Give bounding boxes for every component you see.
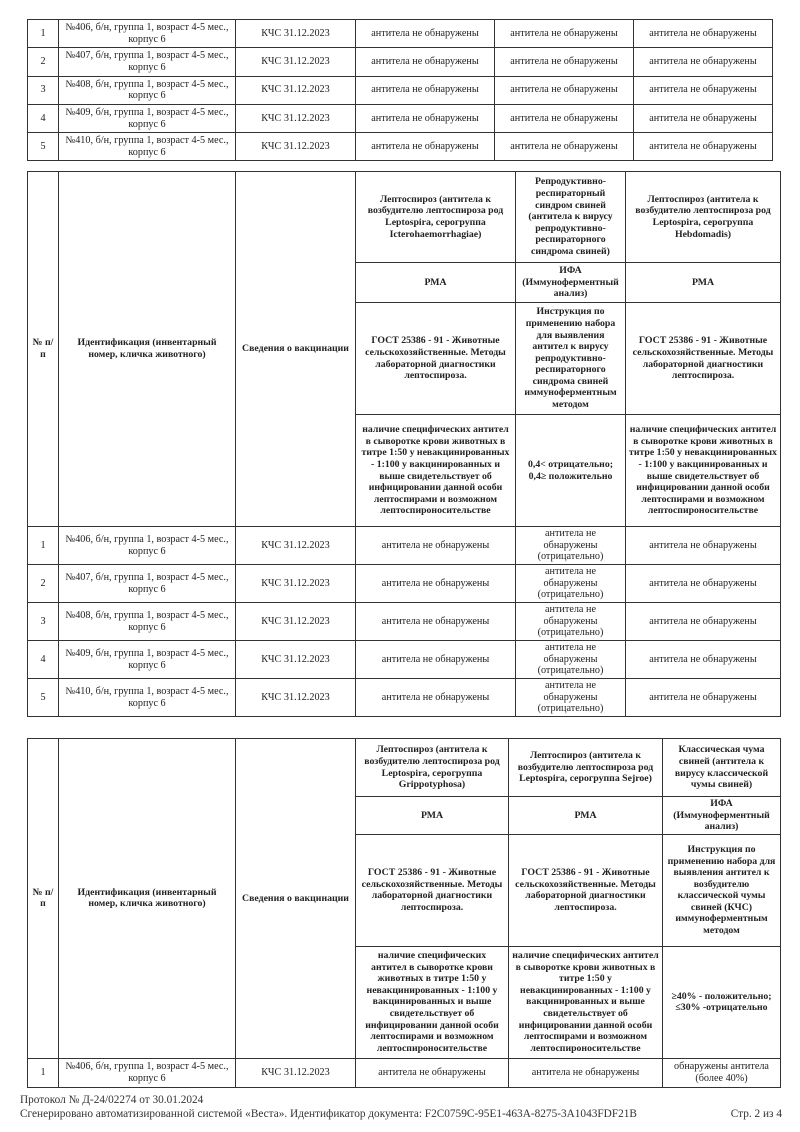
cell-result: антитела не обнаружены [356, 1058, 509, 1087]
cell-result: антитела не обнаружены [356, 679, 516, 717]
cell-vaccination: КЧС 31.12.2023 [236, 1058, 356, 1087]
header-identification: Идентификация (инвентарный номер, кличка животного) [59, 739, 236, 1059]
header-norm: наличие специфических антител в сыворотке крови животных в титре 1:50 у невакцинированных - 1:100 у вакцинированных и выше свидетельствует об инфицировании данной особи лептоспирами и возможном лептоспироносительстве [356, 415, 516, 527]
cell-result: антитела не обнаружены [634, 76, 773, 104]
header-disease: Лептоспироз (антитела к возбудителю лептоспироза род Leptospira, серогруппа Hebdomadis) [626, 172, 781, 263]
cell-result: антитела не обнаружены [356, 527, 516, 565]
header-standard: ГОСТ 25386 - 91 - Животные сельскохозяйственные. Методы лабораторной диагностики лептоспироза. [626, 303, 781, 415]
cell-result: обнаружены антитела (более 40%) [663, 1058, 781, 1087]
cell-result: антитела не обнаружены [495, 104, 634, 132]
cell-vaccination: КЧС 31.12.2023 [236, 104, 356, 132]
cell-result: антитела не обнаружены [495, 76, 634, 104]
cell-result: антитела не обнаружены (отрицательно) [516, 603, 626, 641]
cell-vaccination: КЧС 31.12.2023 [236, 565, 356, 603]
cell-vaccination: КЧС 31.12.2023 [236, 76, 356, 104]
protocol-number: Протокол № Д-24/02274 от 30.01.2024 [20, 1094, 204, 1106]
cell-result: антитела не обнаружены [356, 20, 495, 48]
cell-result: антитела не обнаружены [356, 603, 516, 641]
table-row [28, 133, 773, 161]
cell-result: антитела не обнаружены [495, 20, 634, 48]
cell-vaccination: КЧС 31.12.2023 [236, 527, 356, 565]
header-disease: Классическая чума свиней (антитела к вирусу классической чумы свиней) [663, 739, 781, 797]
cell-result: антитела не обнаружены [356, 133, 495, 161]
table-row [28, 603, 781, 641]
header-standard: Инструкция по применению набора для выявления антител к возбудителю классической чумы свиней (КЧС) иммуноферментным методом [663, 834, 781, 946]
table-row [28, 20, 773, 48]
cell-identification: №406, б/н, группа 1, возраст 4-5 мес., корпус 6 [59, 527, 236, 565]
cell-number: 5 [28, 679, 59, 717]
cell-result: антитела не обнаружены [356, 76, 495, 104]
header-norm: наличие специфических антител в сыворотке крови животных в титре 1:50 у невакцинированных - 1:100 у вакцинированных и выше свидетельствует об инфицировании данной особи лептоспирами и возможном лептоспироносительстве [626, 415, 781, 527]
header-vaccination: Сведения о вакцинации [236, 172, 356, 527]
cell-identification: №408, б/н, группа 1, возраст 4-5 мес., корпус 6 [59, 76, 236, 104]
cell-result: антитела не обнаружены [626, 679, 781, 717]
header-method: ИФА (Иммуноферментный анализ) [663, 797, 781, 835]
cell-result: антитела не обнаружены (отрицательно) [516, 527, 626, 565]
header-norm: ≥40% - положительно; ≤30% -отрицательно [663, 946, 781, 1058]
header-standard: ГОСТ 25386 - 91 - Животные сельскохозяйственные. Методы лабораторной диагностики лептоспироза. [509, 834, 663, 946]
header-method: РМА [356, 263, 516, 303]
cell-identification: №407, б/н, группа 1, возраст 4-5 мес., корпус 6 [59, 565, 236, 603]
cell-result: антитела не обнаружены (отрицательно) [516, 565, 626, 603]
cell-result: антитела не обнаружены (отрицательно) [516, 679, 626, 717]
cell-result: антитела не обнаружены [634, 48, 773, 76]
header-num: № п/п [28, 739, 59, 1059]
results-table-2 [27, 171, 781, 717]
header-norm: наличие специфических антител в сыворотке крови животных в титре 1:50 у невакцинированных - 1:100 у вакцинированных и выше свидетельствует об инфицировании данной особи лептоспирами и возможном лептоспироносительстве [356, 946, 509, 1058]
cell-vaccination: КЧС 31.12.2023 [236, 20, 356, 48]
table-row [28, 565, 781, 603]
cell-result: антитела не обнаружены [495, 48, 634, 76]
cell-identification: №410, б/н, группа 1, возраст 4-5 мес., корпус 6 [59, 133, 236, 161]
results-table-continued [27, 19, 773, 161]
cell-result: антитела не обнаружены [634, 20, 773, 48]
header-identification: Идентификация (инвентарный номер, кличка животного) [59, 172, 236, 527]
header-standard: Инструкция по применению набора для выявления антител к вирусу репродуктивно-респираторного синдрома свиней иммуноферментным методом [516, 303, 626, 415]
cell-number: 2 [28, 48, 59, 76]
header-disease: Лептоспироз (антитела к возбудителю лептоспироза род Leptospira, серогруппа Icterohaemorrhagiae) [356, 172, 516, 263]
header-method: РМА [509, 797, 663, 835]
cell-result: антитела не обнаружены [626, 641, 781, 679]
cell-result: антитела не обнаружены [356, 641, 516, 679]
cell-number: 1 [28, 527, 59, 565]
cell-result: антитела не обнаружены [356, 565, 516, 603]
table-row [28, 104, 773, 132]
cell-result: антитела не обнаружены [634, 104, 773, 132]
cell-number: 4 [28, 104, 59, 132]
cell-number: 4 [28, 641, 59, 679]
cell-result: антитела не обнаружены [356, 48, 495, 76]
cell-result: антитела не обнаружены [626, 527, 781, 565]
cell-vaccination: КЧС 31.12.2023 [236, 48, 356, 76]
cell-identification: №409, б/н, группа 1, возраст 4-5 мес., корпус 6 [59, 641, 236, 679]
cell-number: 1 [28, 1058, 59, 1087]
cell-number: 3 [28, 603, 59, 641]
cell-number: 1 [28, 20, 59, 48]
table-row [28, 679, 781, 717]
generated-by-text: Сгенерировано автоматизированной системой «Веста». Идентификатор документа: F2C0759C-95E1-463A-8275-3A1043FDF21B [20, 1108, 637, 1120]
cell-identification: №406, б/н, группа 1, возраст 4-5 мес., корпус 6 [59, 20, 236, 48]
cell-identification: №409, б/н, группа 1, возраст 4-5 мес., корпус 6 [59, 104, 236, 132]
cell-identification: №408, б/н, группа 1, возраст 4-5 мес., корпус 6 [59, 603, 236, 641]
header-standard: ГОСТ 25386 - 91 - Животные сельскохозяйственные. Методы лабораторной диагностики лептоспироза. [356, 303, 516, 415]
cell-vaccination: КЧС 31.12.2023 [236, 679, 356, 717]
cell-vaccination: КЧС 31.12.2023 [236, 133, 356, 161]
cell-number: 3 [28, 76, 59, 104]
header-method: РМА [626, 263, 781, 303]
header-disease: Лептоспироз (антитела к возбудителю лептоспироза род Leptospira, серогруппа Sejroe) [509, 739, 663, 797]
header-method: ИФА (Иммуноферментный анализ) [516, 263, 626, 303]
results-table-3 [27, 738, 781, 1088]
cell-result: антитела не обнаружены [626, 603, 781, 641]
cell-result: антитела не обнаружены [626, 565, 781, 603]
table-row [28, 1058, 781, 1087]
table-row [28, 641, 781, 679]
table-row [28, 76, 773, 104]
page-number: Стр. 2 из 4 [730, 1108, 782, 1120]
cell-identification: №407, б/н, группа 1, возраст 4-5 мес., корпус 6 [59, 48, 236, 76]
cell-vaccination: КЧС 31.12.2023 [236, 603, 356, 641]
header-disease: Репродуктивно-респираторный синдром свиней (антитела к вирусу репродуктивно-респираторного синдрома свиней) [516, 172, 626, 263]
header-norm: 0,4< отрицательно; 0,4≥ положительно [516, 415, 626, 527]
cell-result: антитела не обнаружены [509, 1058, 663, 1087]
table-row [28, 527, 781, 565]
header-vaccination: Сведения о вакцинации [236, 739, 356, 1059]
header-disease: Лептоспироз (антитела к возбудителю лептоспироза род Leptospira, серогруппа Grippotyphosa) [356, 739, 509, 797]
cell-number: 5 [28, 133, 59, 161]
cell-identification: №406, б/н, группа 1, возраст 4-5 мес., корпус 6 [59, 1058, 236, 1087]
table-row [28, 48, 773, 76]
cell-result: антитела не обнаружены [495, 133, 634, 161]
cell-identification: №410, б/н, группа 1, возраст 4-5 мес., корпус 6 [59, 679, 236, 717]
header-standard: ГОСТ 25386 - 91 - Животные сельскохозяйственные. Методы лабораторной диагностики лептоспироза. [356, 834, 509, 946]
cell-result: антитела не обнаружены [634, 133, 773, 161]
cell-vaccination: КЧС 31.12.2023 [236, 641, 356, 679]
header-norm: наличие специфических антител в сыворотке крови животных в титре 1:50 у невакцинированных - 1:100 у вакцинированных и выше свидетельствует об инфицировании данной особи лептоспирами и возможном лептоспироносительстве [509, 946, 663, 1058]
header-method: РМА [356, 797, 509, 835]
cell-result: антитела не обнаружены [356, 104, 495, 132]
header-num: № п/п [28, 172, 59, 527]
footer-line [20, 1108, 782, 1120]
cell-number: 2 [28, 565, 59, 603]
cell-result: антитела не обнаружены (отрицательно) [516, 641, 626, 679]
